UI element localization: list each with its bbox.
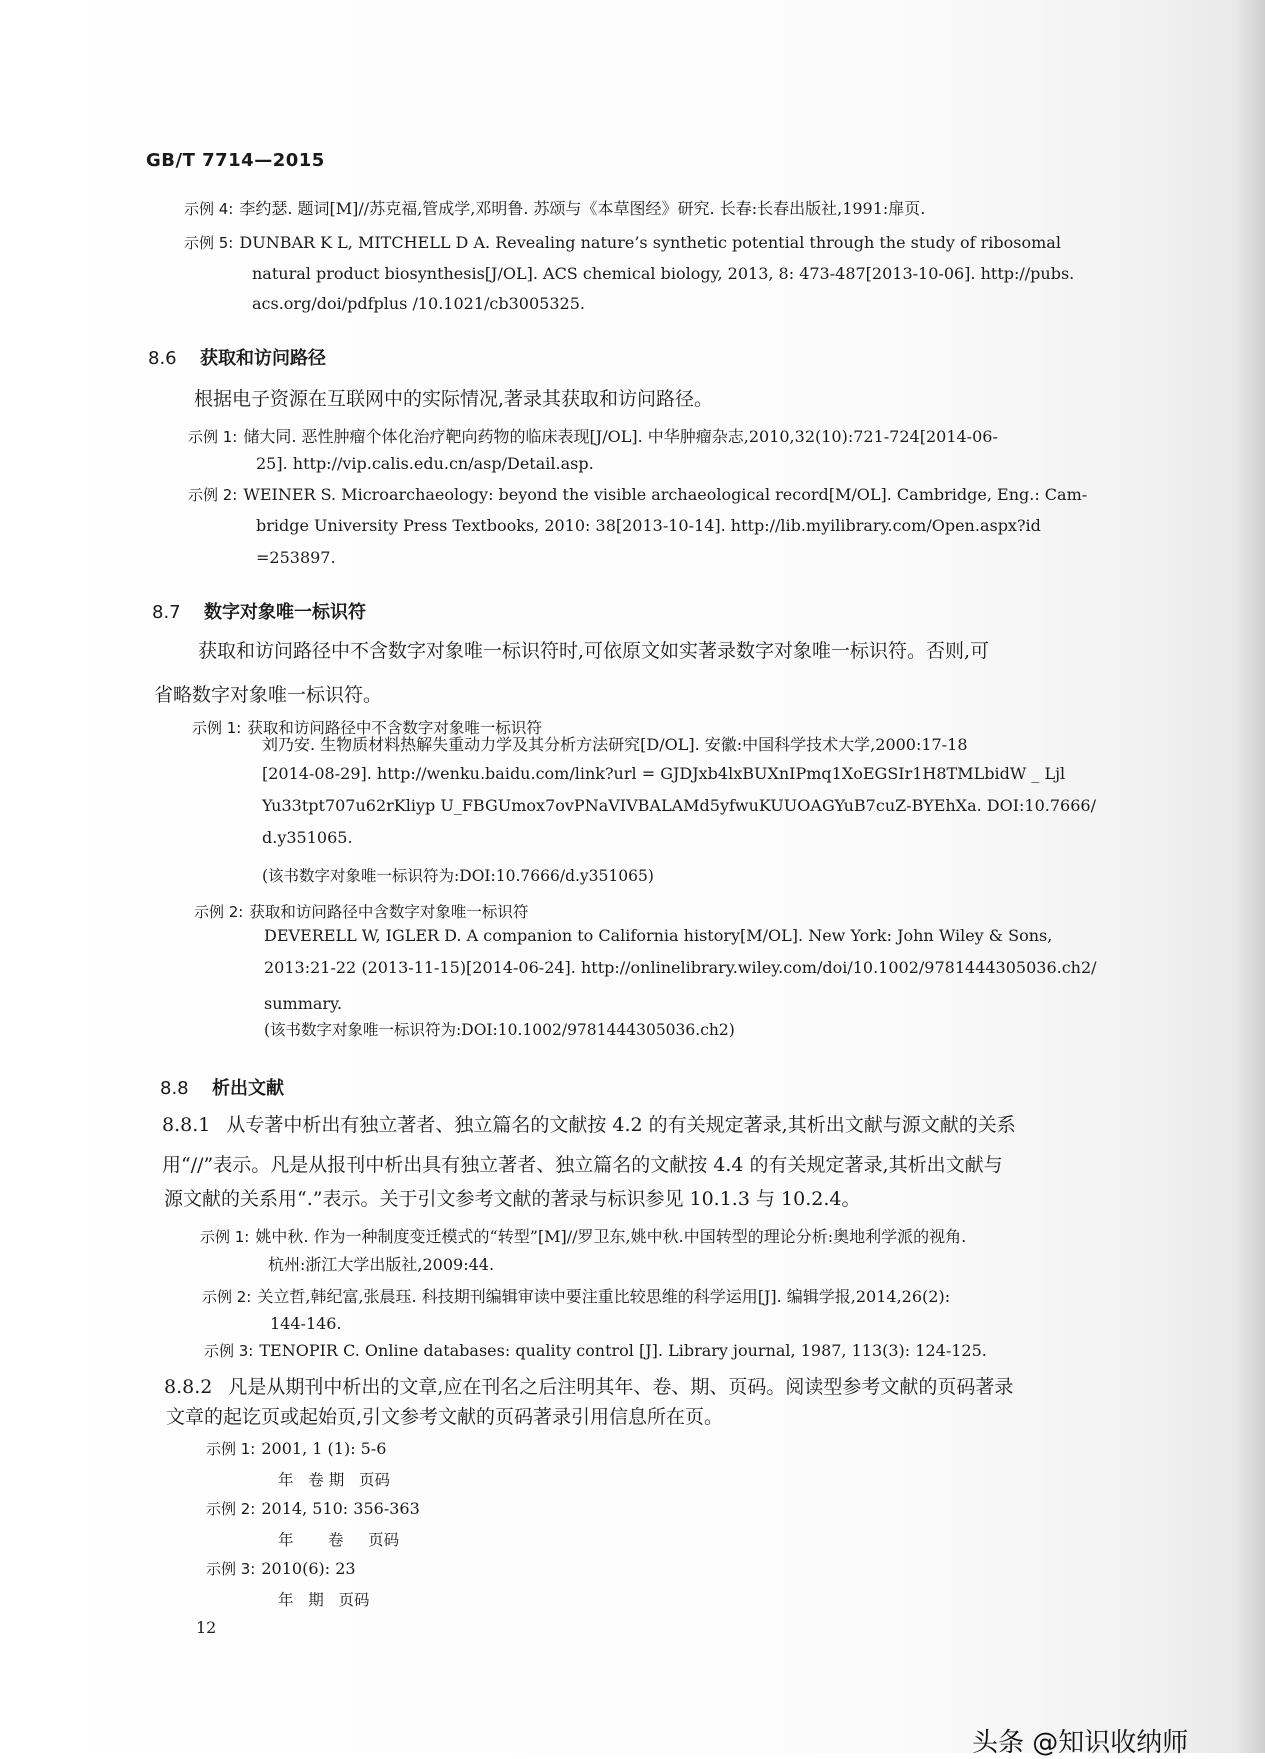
example-label: 示例 1: (192, 719, 242, 737)
example-text: TENOPIR C. Online databases: quality control [J]. Library journal, 1987, 113(3): 124-125. (259, 1341, 987, 1360)
section-heading-8-6 (148, 344, 326, 370)
example-value: 2001, 1 (1): 5-6 (261, 1439, 387, 1458)
example-text: 储大同. 恶性肿瘤个体化治疗靶向药物的临床表现[J/OL]. 中华肿瘤杂志,2010,32(10):721-724[2014-06- (243, 427, 998, 446)
extract-example-3 (204, 1340, 987, 1361)
example-2-note: (该书数字对象唯一标识符为:DOI:10.1002/9781444305036.ch2) (264, 1021, 735, 1039)
clause-8-8-2-line-1 (164, 1372, 1013, 1399)
example-text: 姚中秋. 作为一种制度变迁模式的“转型”[M]//罗卫东,姚中秋.中国转型的理论分析:奥地利学派的视角. (255, 1227, 967, 1246)
example-1-line-3: Yu33tpt707u62rKliyp U_FBGUmox7ovPNaVIVBALAMd5yfwuKUUOAGYuB7cuZ-BYEhXa. DOI:10.7666/ (262, 796, 1096, 815)
year-example-2 (206, 1498, 420, 1519)
example-text: DUNBAR K L, MITCHELL D A. Revealing nature’s synthetic potential through the study of ribosomal (239, 233, 1061, 252)
page-number: 12 (196, 1618, 217, 1637)
example-5-line-1 (184, 232, 1061, 253)
example-1-line-4: d.y351065. (262, 828, 353, 847)
example-label: 示例 2: (202, 1288, 252, 1306)
extract-example-2-line-2: 144-146. (270, 1314, 342, 1333)
year-example-3-labels: 年 期 页码 (278, 1591, 370, 1609)
extract-example-2-line-1 (202, 1284, 950, 1307)
example-label: 示例 2: (188, 486, 238, 504)
example-5-line-3: acs.org/doi/pdfplus /10.1021/cb3005325. (252, 294, 585, 313)
example-value: 2010(6): 23 (261, 1559, 356, 1578)
example-2-line-1 (188, 484, 1087, 505)
example-subheading: 获取和访问路径中不含数字对象唯一标识符 (247, 719, 542, 737)
example-label: 示例 3: (206, 1560, 256, 1578)
year-example-2-labels: 年 卷 页码 (278, 1531, 400, 1549)
year-example-1-labels: 年 卷 期 页码 (278, 1471, 390, 1489)
example-2-line-2: bridge University Press Textbooks, 2010: 38[2013-10-14]. http://lib.myilibrary.com/Open.aspx?id (256, 516, 1041, 535)
clause-8-8-2-line-2: 文章的起讫页或起始页,引文参考文献的页码著录引用信息所在页。 (166, 1406, 724, 1428)
section-title: 析出文献 (212, 1078, 284, 1099)
clause-number: 8.8.1 (162, 1114, 211, 1136)
example-5-line-2: natural product biosynthesis[J/OL]. ACS chemical biology, 2013, 8: 473-487[2013-10-06]. http://pubs. (252, 264, 1075, 283)
clause-8-8-1-line-3: 源文献的关系用“.”表示。关于引文参考文献的著录与标识参见 10.1.3 与 10.2.4。 (164, 1188, 861, 1210)
section-number: 8.7 (152, 602, 181, 623)
section-title: 获取和访问路径 (200, 348, 326, 369)
example-2-line-3: summary. (264, 994, 343, 1013)
section-heading-8-7 (152, 598, 366, 624)
clause-8-8-1-line-2: 用“//”表示。凡是从报刊中析出具有独立著者、独立篇名的文献按 4.4 的有关规定著录,其析出文献与 (162, 1154, 1003, 1176)
standard-code: GB/T 7714—2015 (146, 150, 325, 171)
section-paragraph: 根据电子资源在互联网中的实际情况,著录其获取和访问路径。 (194, 388, 714, 410)
example-2-line-1: DEVERELL W, IGLER D. A companion to California history[M/OL]. New York: John Wiley & Sons, (264, 926, 1053, 945)
example-1-line-1: 刘乃安. 生物质材料热解失重动力学及其分析方法研究[D/OL]. 安徽:中国科学技术大学,2000:17-18 (262, 735, 968, 754)
example-1-note: (该书数字对象唯一标识符为:DOI:10.7666/d.y351065) (262, 867, 654, 885)
example-1-line-2: [2014-08-29]. http://wenku.baidu.com/link?url = GJDJxb4lxBUXnIPmq1XoEGSIr1H8TMLbidW _ Ljl (262, 764, 1066, 783)
example-text: 李约瑟. 题词[M]//苏克福,管成学,邓明鲁. 苏颂与《本草图经》研究. 长春:长春出版社,1991:扉页. (239, 199, 926, 218)
extract-example-1-line-2: 杭州:浙江大学出版社,2009:44. (268, 1255, 495, 1274)
section-number: 8.6 (148, 348, 177, 369)
section-paragraph-line-2: 省略数字对象唯一标识符。 (154, 684, 383, 706)
section-heading-8-8 (160, 1074, 284, 1100)
example-1-line-1 (188, 424, 998, 447)
example-label: 示例 2: (194, 903, 244, 921)
clause-text: 凡是从期刊中析出的文章,应在刊名之后注明其年、卷、期、页码。阅读型参考文献的页码著录 (228, 1376, 1014, 1398)
example-text: 关立哲,韩纪富,张晨珏. 科技期刊编辑审读中要注重比较思维的科学运用[J]. 编辑学报,2014,26(2): (257, 1287, 951, 1306)
clause-number: 8.8.2 (164, 1376, 213, 1398)
section-paragraph-line-1: 获取和访问路径中不含数字对象唯一标识符时,可依原文如实著录数字对象唯一标识符。否则,可 (198, 640, 990, 662)
clause-text: 从专著中析出有独立著者、独立篇名的文献按 4.2 的有关规定著录,其析出文献与源文献的关系 (226, 1114, 1016, 1136)
example-2-heading (194, 900, 528, 922)
year-example-1 (206, 1438, 386, 1459)
watermark: 头条 @知识收纳师 (972, 1728, 1189, 1758)
example-4 (184, 196, 925, 219)
section-title: 数字对象唯一标识符 (204, 602, 366, 623)
year-example-3 (206, 1558, 356, 1579)
example-label: 示例 3: (204, 1342, 254, 1360)
example-1-line-2: 25]. http://vip.calis.edu.cn/asp/Detail.asp. (256, 454, 594, 473)
clause-8-8-1-line-1 (162, 1110, 1016, 1137)
example-label: 示例 1: (206, 1440, 256, 1458)
example-label: 示例 4: (184, 200, 234, 218)
example-label: 示例 5: (184, 234, 234, 252)
example-subheading: 获取和访问路径中含数字对象唯一标识符 (249, 903, 529, 921)
example-label: 示例 2: (206, 1500, 256, 1518)
example-label: 示例 1: (188, 428, 238, 446)
example-label: 示例 1: (200, 1228, 250, 1246)
example-2-line-3: =253897. (256, 548, 336, 567)
extract-example-1-line-1 (200, 1224, 966, 1247)
example-text: WEINER S. Microarchaeology: beyond the visible archaeological record[M/OL]. Cambridge, Eng.: Cam- (243, 485, 1088, 504)
example-2-line-2: 2013:21-22 (2013-11-15)[2014-06-24]. http://onlinelibrary.wiley.com/doi/10.1002/9781444305036.ch2/ (264, 958, 1097, 977)
example-value: 2014, 510: 356-363 (261, 1499, 420, 1518)
section-number: 8.8 (160, 1078, 189, 1099)
